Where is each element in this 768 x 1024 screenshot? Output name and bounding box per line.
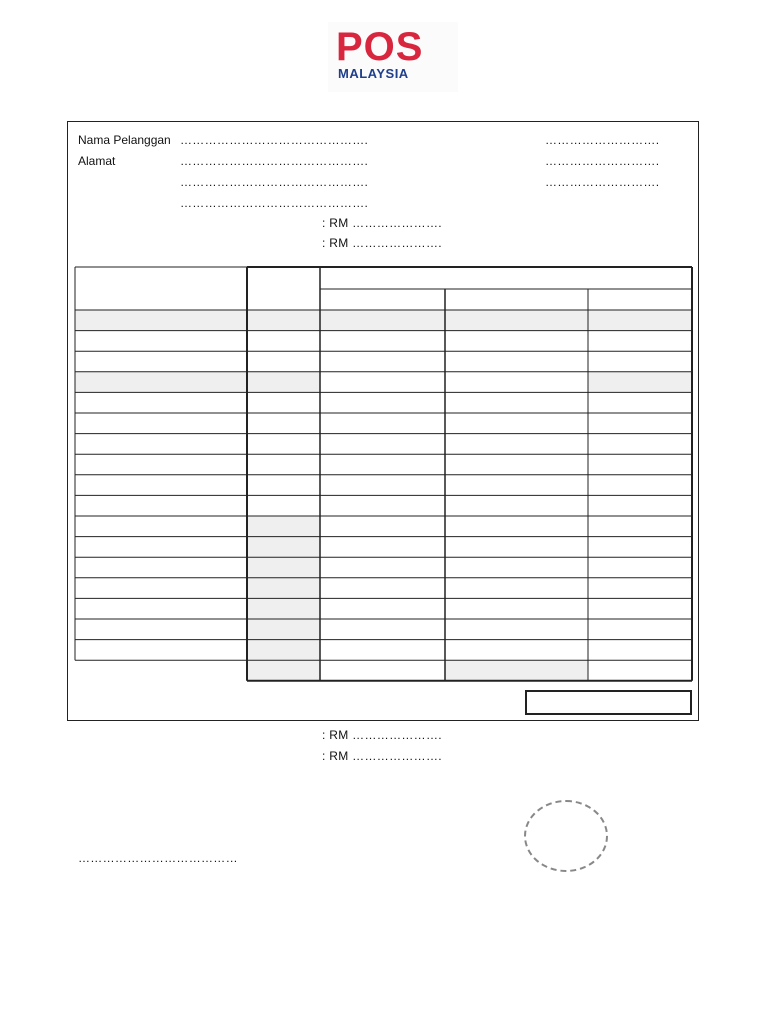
amount-field-2[interactable]: : RM ………………….	[322, 236, 442, 250]
shaded-cell	[247, 516, 320, 537]
address-field-2[interactable]: ……………………………………….	[180, 175, 369, 189]
logo-country: MALAYSIA	[338, 66, 409, 81]
shaded-cell	[247, 640, 320, 661]
customer-name-label: Nama Pelanggan	[78, 133, 171, 147]
shaded-cell	[247, 598, 320, 619]
address-field-3[interactable]: ……………………………………….	[180, 196, 369, 210]
logo-brand: POS	[336, 25, 424, 69]
shaded-cell	[247, 578, 320, 599]
shaded-cell	[247, 660, 320, 681]
right-field-3[interactable]: ……………………….	[545, 175, 660, 189]
shaded-cell	[247, 557, 320, 578]
signature-field[interactable]: …………………………………	[78, 851, 238, 865]
shaded-cell	[247, 537, 320, 558]
footer-amount-1[interactable]: : RM ………………….	[322, 728, 442, 742]
customer-name-field[interactable]: ……………………………………….	[180, 133, 369, 147]
shaded-cell	[247, 619, 320, 640]
shaded-cell	[75, 372, 320, 393]
shaded-row	[75, 310, 692, 331]
total-box[interactable]	[525, 690, 692, 715]
stamp-area	[524, 800, 608, 872]
address-label: Alamat	[78, 154, 116, 168]
footer-amount-2[interactable]: : RM ………………….	[322, 749, 442, 763]
amount-field-1[interactable]: : RM ………………….	[322, 216, 442, 230]
address-field-1[interactable]: ……………………………………….	[180, 154, 369, 168]
right-field-2[interactable]: ……………………….	[545, 154, 660, 168]
right-field-1[interactable]: ……………………….	[545, 133, 660, 147]
shaded-cell	[588, 372, 692, 393]
shaded-cell	[445, 660, 588, 681]
